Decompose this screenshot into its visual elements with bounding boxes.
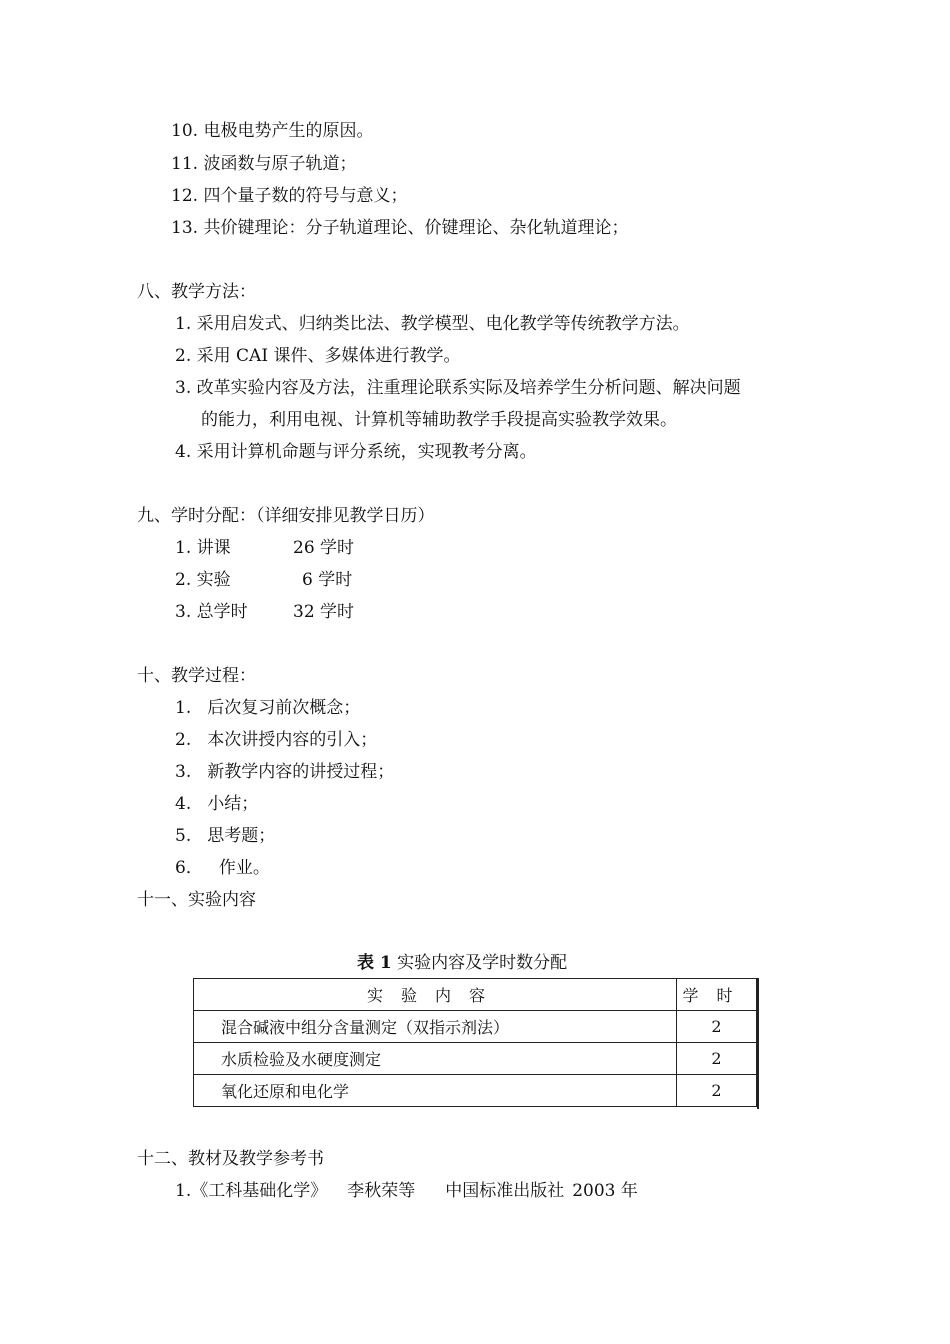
column-header-content: 实验内容	[194, 979, 677, 1011]
list-item: 11. 波函数与原子轨道；	[171, 154, 357, 174]
experiment-name: 氧化还原和电化学	[194, 1075, 677, 1107]
experiment-name: 水质检验及水硬度测定	[194, 1043, 677, 1075]
hours-row: 2. 实验	[175, 570, 231, 590]
experiment-table	[193, 978, 757, 1107]
list-item: 6． 作业。	[175, 858, 270, 878]
table-row	[194, 1011, 757, 1043]
list-item: 10. 电极电势产生的原因。	[171, 121, 374, 141]
list-item: 2. 本次讲授内容的引入；	[175, 730, 378, 750]
list-item: 12. 四个量子数的符号与意义；	[171, 186, 408, 206]
section-heading: 十一、实验内容	[137, 890, 256, 910]
column-header-hours: 学时	[677, 979, 757, 1011]
table-header-row	[194, 979, 757, 1011]
experiment-hours: 2	[677, 1043, 757, 1075]
list-item: 3. 新教学内容的讲授过程；	[175, 762, 395, 782]
section-heading: 八、教学方法：	[137, 282, 256, 302]
list-item: 1. 采用启发式、归纳类比法、教学模型、电化教学等传统教学方法。	[175, 314, 690, 334]
table-caption: 表 1 实验内容及学时数分配	[357, 953, 568, 973]
list-item: 4. 小结；	[175, 794, 259, 814]
reference-item: 1.《工科基础化学》 李秋荣等 中国标准出版社 2003 年	[175, 1181, 638, 1201]
list-item: 5. 思考题；	[175, 826, 276, 846]
hours-row: 1. 讲课	[175, 538, 231, 558]
section-heading: 十二、教材及教学参考书	[137, 1149, 324, 1169]
experiment-name: 混合碱液中组分含量测定（双指示剂法）	[194, 1011, 677, 1043]
table-row	[194, 1043, 757, 1075]
table-row	[194, 1075, 757, 1107]
list-item-continuation: 的能力，利用电视、计算机等辅助教学手段提高实验教学效果。	[201, 410, 677, 430]
hours-value: 6 学时	[302, 570, 353, 590]
hours-row: 3. 总学时	[175, 602, 248, 622]
experiment-hours: 2	[677, 1075, 757, 1107]
list-item: 1. 后次复习前次概念；	[175, 698, 361, 718]
list-item: 3. 改革实验内容及方法，注重理论联系实际及培养学生分析问题、解决问题	[175, 378, 741, 398]
hours-value: 32 学时	[293, 602, 355, 622]
list-item: 13. 共价键理论：分子轨道理论、价键理论、杂化轨道理论；	[171, 218, 629, 238]
hours-value: 26 学时	[293, 538, 355, 558]
section-heading: 九、学时分配：（详细安排见教学日历）	[137, 506, 435, 526]
section-heading: 十、教学过程：	[137, 666, 256, 686]
list-item: 4. 采用计算机命题与评分系统，实现教考分离。	[175, 442, 537, 462]
experiment-hours: 2	[677, 1011, 757, 1043]
table-right-edge	[757, 978, 759, 1109]
list-item: 2. 采用 CAI 课件、多媒体进行教学。	[175, 346, 461, 366]
